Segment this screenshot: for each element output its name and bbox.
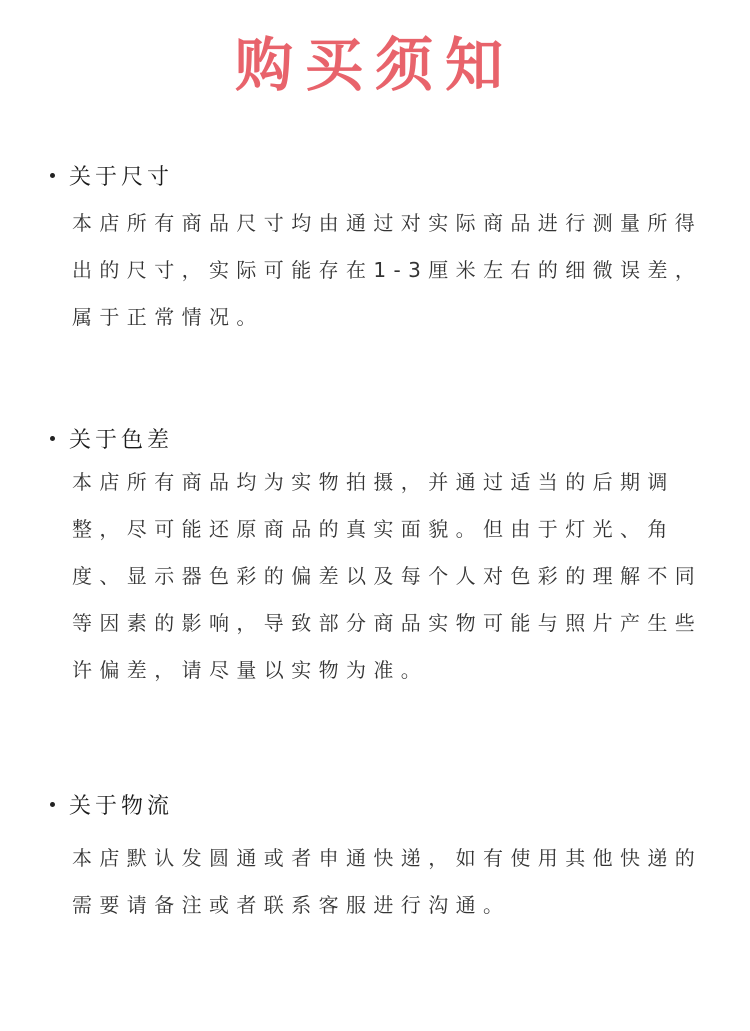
bullet-dot-icon	[50, 802, 55, 807]
section-body-text: 本店所有商品尺寸均由通过对实际商品进行测量所得出的尺寸，实际可能存在1-3厘米左右的细微误差，属于正常情况。	[72, 211, 703, 329]
section-body-text: 本店所有商品均为实物拍摄，并通过适当的后期调整，尽可能还原商品的真实面貌。但由于灯光、角度、显示器色彩的偏差以及每个人对色彩的理解不同等因素的影响，导致部分商品实物可能与照片产生些许偏差，请尽量以实物为准。	[72, 470, 703, 682]
section-heading	[48, 160, 173, 190]
section-body-text: 本店默认发圆通或者申通快递，如有使用其他快递的需要请备注或者联系客服进行沟通。	[72, 846, 703, 917]
section-heading	[48, 789, 173, 819]
section-heading-text: 关于色差	[69, 427, 174, 453]
page-title: 购买须知	[234, 31, 515, 99]
section-heading-text: 关于尺寸	[69, 164, 174, 190]
bullet-dot-icon	[50, 436, 55, 441]
section-heading	[48, 423, 173, 453]
section-heading-text: 关于物流	[69, 793, 174, 819]
bullet-dot-icon	[50, 173, 55, 178]
